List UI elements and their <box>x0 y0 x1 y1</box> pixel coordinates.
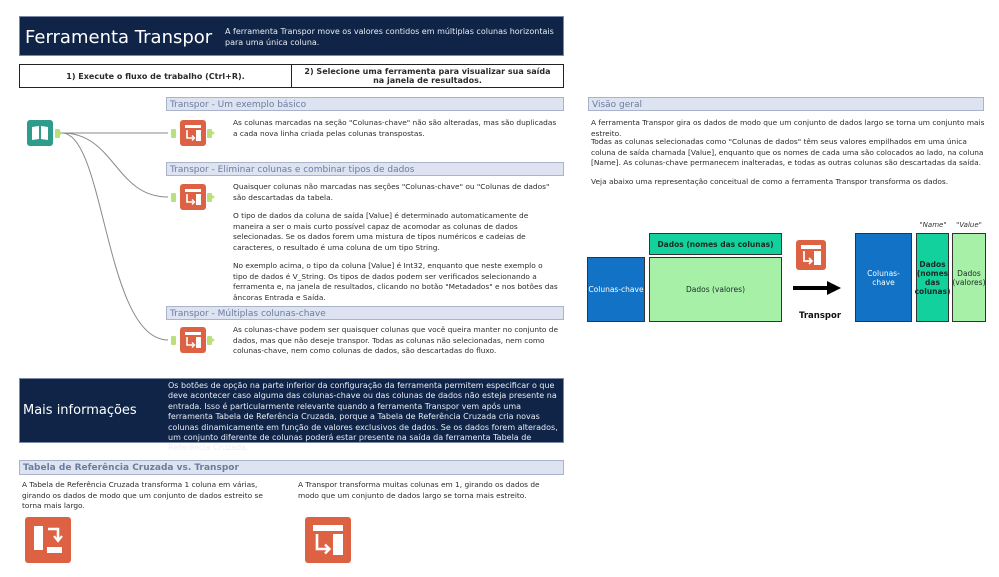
overview-text-1: A ferramenta Transpor gira os dados de modo que um conjunto de dados largo se torna um conjunto mais estreito. <box>591 118 985 138</box>
key-columns-right-box: Colunas-chave <box>855 233 912 322</box>
overview-text-3: Veja abaixo uma representação conceitual de como a ferramenta Transpor transforma os dados. <box>591 177 949 186</box>
more-info-title: Mais informações <box>23 403 137 418</box>
transpose-tool-large[interactable] <box>305 517 351 563</box>
section-eliminate-text-2: O tipo de dados da coluna de saída [Value] é determinado automaticamente de maneira a ser o mais curto possível capaz de acomodar as colunas de dados selecionadas. Se os dados forem uma mistura de tipos numéricos e cadeias de caracteres, o resultado é uma coluna de um tipo String. <box>233 211 529 252</box>
transpose-1-input-anchor[interactable] <box>171 129 176 138</box>
step-1: 1) Execute o fluxo de trabalho (Ctrl+R). <box>20 65 292 87</box>
transpose-icon <box>796 240 826 270</box>
transpose-tool-2[interactable] <box>180 184 206 210</box>
transpose-2-input-anchor[interactable] <box>171 193 176 202</box>
section-basic-header: Transpor - Um exemplo básico <box>166 97 564 111</box>
more-info-text: Os botões de opção na parte inferior da configuração da ferramenta permitem especificar o que deve acontecer caso alguma das colunas-chave ou das colunas de dados não esteja presente na entrada. Isso é particularmente relevante quando a ferramenta Transpor vem após uma ferramenta Tabela de Referência Cruzada, porque a Tabela de Referência Cruzada cria novas colunas dinamicamente em função de valores exclusivos de dados. Se os dados forem alterados, um conjunto diferente de colunas poderá estar presente na saída da ferramenta Tabela de Referência Cruzada. <box>168 381 558 453</box>
comparison-header: Tabela de Referência Cruzada vs. Transpor <box>19 460 564 475</box>
transpose-icon <box>305 517 351 563</box>
crosstab-tool-large[interactable] <box>25 517 71 563</box>
crosstab-icon <box>25 517 71 563</box>
transpose-3-output-anchor[interactable] <box>207 336 212 345</box>
name-column-label: "Name" <box>919 221 947 229</box>
data-column-names-box: Dados (nomes das colunas) <box>649 233 782 255</box>
transpose-icon <box>180 184 206 210</box>
page-title: Ferramenta Transpor <box>25 27 213 48</box>
overview-header: Visão geral <box>588 97 984 111</box>
crosstab-text: A Tabela de Referência Cruzada transforma 1 coluna em várias, girando os dados de modo que um conjunto de dados estreito se torna mais largo. <box>22 480 263 511</box>
section-eliminate-text-3: No exemplo acima, o tipo da coluna [Value] é Int32, enquanto que neste exemplo o tipo de dados é V_String. Os tipos de dados podem ser verificados selecionando a ferramenta e, na janela de resultados, clicando no botão "Metadados" e nos botões das âncoras Entrada e Saída. <box>233 261 558 302</box>
value-column-label: "Value" <box>956 221 982 229</box>
page-description: A ferramenta Transpor move os valores contidos em múltiplas colunas horizontais para uma única coluna. <box>225 27 554 47</box>
section-eliminate-header: Transpor - Eliminar colunas e combinar tipos de dados <box>166 162 564 176</box>
key-columns-left-box: Colunas-chave <box>587 257 645 322</box>
more-info-banner <box>19 378 564 453</box>
data-values-box: Dados (valores) <box>649 257 782 322</box>
transpose-1-output-anchor[interactable] <box>207 129 212 138</box>
value-column-box: Dados (valores) <box>952 233 986 322</box>
transpose-arrow-label: Transpor <box>799 311 842 321</box>
name-column-box: Dados (nomes das colunas) <box>916 233 949 322</box>
section-multiple-keys-header: Transpor - Múltiplas colunas-chave <box>166 306 564 320</box>
transpose-3-input-anchor[interactable] <box>171 336 176 345</box>
transpose-tool-3[interactable] <box>180 327 206 353</box>
section-basic-text: As colunas marcadas na seção "Colunas-chave" não são alteradas, mas são duplicadas a cada nova linha criada pelas colunas transpostas. <box>233 118 557 138</box>
transpose-2-output-anchor[interactable] <box>207 193 212 202</box>
transpose-compare-text: A Transpor transforma muitas colunas em 1, girando os dados de modo que um conjunto de dados largo se torna mais estreito. <box>298 480 540 500</box>
transpose-tool-1[interactable] <box>180 120 206 146</box>
section-multiple-keys-text: As colunas-chave podem ser quaisquer colunas que você queira manter no conjunto de dados, mas que não deseje transpor. Todas as colunas não selecionadas, nem como colunas-chave, nem como colunas de dados, são descartadas do fluxo. <box>233 325 559 356</box>
step-2: 2) Selecione uma ferramenta para visualizar sua saída na janela de resultados. <box>304 67 551 85</box>
transpose-icon <box>180 327 206 353</box>
overview-text-2: Todas as colunas selecionadas como "Colunas de dados" têm seus valores empilhados em uma única coluna de saída chamada [Value], enquanto que os nomes de cada uma são colocados ao lado, na coluna [Name]. As colunas-chave permanecem inalteradas, e todas as outras colunas são descartadas da saída. <box>591 137 984 168</box>
transpose-tool-diagram <box>796 240 826 270</box>
transpose-icon <box>180 120 206 146</box>
section-eliminate-text-1: Quaisquer colunas não marcadas nas seções "Colunas-chave" ou "Colunas de dados" são descartadas da tabela. <box>233 182 550 202</box>
right-arrow-icon <box>793 281 841 295</box>
